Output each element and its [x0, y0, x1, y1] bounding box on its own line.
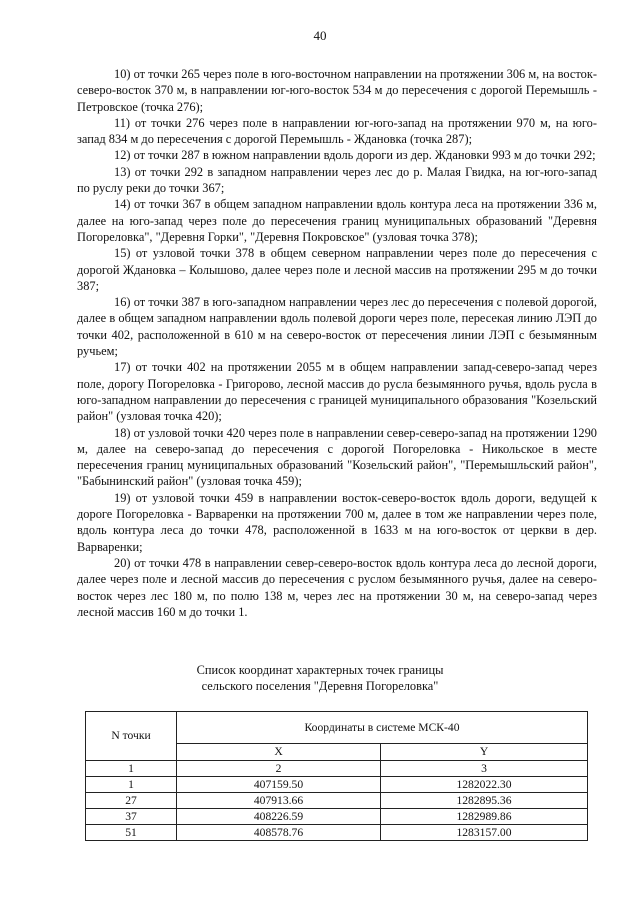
- header-point-number: N точки: [86, 712, 177, 761]
- list-title-line-2: сельского поселения "Деревня Погореловка": [201, 679, 439, 694]
- paragraph-item-17: 17) от точки 402 на протяжении 2055 м в общем направлении запад-северо-запад через поле, дорогу Погореловка - Григорово, лесной массив до русла безымянного ручья, вдоль русла в юго-западном направлении до пересечения с границей муниципального образования "Козельский район" (узловая точка 420);: [77, 360, 597, 424]
- header-x: X: [177, 744, 381, 761]
- y-coordinate-cell: 1283157.00: [381, 825, 588, 841]
- paragraph-item-13: 13) от точки 292 в западном направлении через лес до р. Малая Гвидка, на юг-юго-запад по руслу реки до точки 367;: [77, 164, 597, 196]
- y-coordinate-cell: 1282895.36: [381, 793, 588, 809]
- coordinates-list-title: [0, 662, 640, 695]
- x-coordinate-cell: 407913.66: [177, 793, 381, 809]
- table-row: [86, 793, 588, 809]
- paragraph-item-14: 14) от точки 367 в общем западном направлении вдоль контура леса на протяжении 336 м, далее на юго-запад через поле до пересечения границ муниципальных образований "Деревня Погореловка", "Деревня Горки", "Деревня Покровское" (узловая точка 378);: [77, 197, 597, 244]
- point-number-cell: 37: [86, 809, 177, 825]
- point-number-cell: 51: [86, 825, 177, 841]
- x-coordinate-cell: 408226.59: [177, 809, 381, 825]
- list-title-line-1: Список координат характерных точек границы: [196, 663, 444, 677]
- column-number-cell: 2: [177, 761, 381, 777]
- paragraph-item-15: 15) от узловой точки 378 в общем северном направлении через поле до пересечения с дорогой Ждановка – Колышово, далее через поле и лесной массив на протяжении 295 м до точки 387;: [77, 246, 597, 293]
- x-coordinate-cell: 408578.76: [177, 825, 381, 841]
- x-coordinate-cell: 407159.50: [177, 777, 381, 793]
- page-number: 40: [313, 28, 327, 43]
- paragraph-item-11: 11) от точки 276 через поле в направлении юг-юго-запад на протяжении 970 м, на юго-запад 834 м до пересечения с дорогой Перемышль - Ждановка (точка 287);: [77, 115, 597, 147]
- paragraph-item-10: 10) от точки 265 через поле в юго-восточном направлении на протяжении 306 м, на восток-северо-восток 370 м, в направлении юг-юго-восток 534 м до пересечения с дорогой Перемышль - Петровское (точка 276);: [77, 67, 597, 114]
- paragraph-item-12: 12) от точки 287 в южном направлении вдоль дороги из дер. Ждановки 993 м до точки 292;: [114, 148, 596, 163]
- y-coordinate-cell: 1282022.30: [381, 777, 588, 793]
- table-row: [86, 825, 588, 841]
- paragraph-item-19: 19) от узловой точки 459 в направлении восток-северо-восток вдоль дороги, ведущей к дороге Погореловка - Варваренки на протяжении 700 м, далее в том же направлении через поле, вдоль контура леса до точки 478, расположенной в 1633 м на юго-восток от церкви в дер. Варваренки;: [77, 490, 597, 554]
- column-number-cell: 3: [381, 761, 588, 777]
- header-y: Y: [381, 744, 588, 761]
- table-row: [86, 809, 588, 825]
- paragraph-item-18: 18) от узловой точки 420 через поле в направлении север-северо-запад на протяжении 1290 м, далее на северо-запад до пересечения с дорогой Погореловка - Никольское в месте пересечения границ муниципальных образований "Козельский район", "Перемышльский район", "Бабынинский район" (узловая точка 459);: [77, 425, 597, 489]
- point-number-cell: 27: [86, 793, 177, 809]
- table-row: [86, 777, 588, 793]
- coordinates-table: [85, 711, 588, 841]
- header-coordinate-system: Координаты в системе МСК-40: [177, 712, 588, 744]
- paragraph-item-16: 16) от точки 387 в юго-западном направлении через лес до пересечения с полевой дорогой, далее в общем западном направлении вдоль полевой дороги через поле, пересекая линию ЛЭП до точки 402, расположенной в 610 м на северо-восток от пересечения линии ЛЭП с безымянным ручьем;: [77, 295, 597, 359]
- y-coordinate-cell: 1282989.86: [381, 809, 588, 825]
- point-number-cell: 1: [86, 777, 177, 793]
- column-number-cell: 1: [86, 761, 177, 777]
- paragraph-item-20: 20) от точки 478 в направлении север-северо-восток вдоль контура леса до лесной дороги, далее через поле и лесной массив до пересечения с руслом безымянного ручья, далее на северо-восток через лес 180 м, по полю 138 м, через лес на протяжении 30 м, на северо-запад через лесной массив 160 м до точки 1.: [77, 555, 597, 619]
- column-numbering-row: [86, 761, 588, 777]
- document-body: [77, 66, 597, 620]
